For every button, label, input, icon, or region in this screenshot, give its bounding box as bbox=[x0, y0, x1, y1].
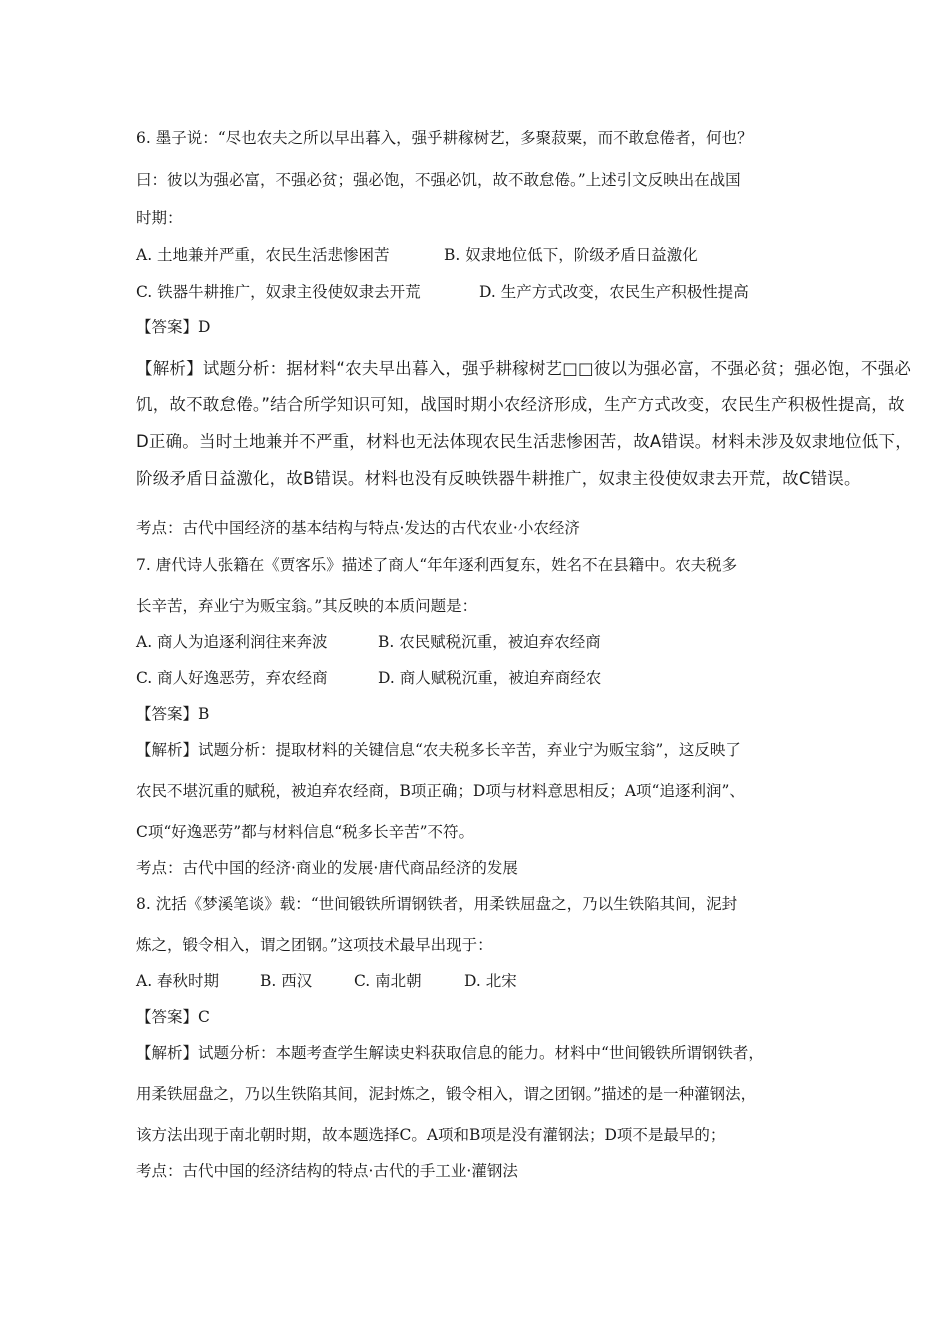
q7-option-b: B. 农民赋税沉重，被迫弃农经商 bbox=[378, 633, 601, 651]
q6-analysis-line-2: 饥，故不敢怠倦。”结合所学知识可知，战国时期小农经济形成，生产方式改变，农民生产积极性提高，故 bbox=[136, 395, 905, 414]
q7-options-row-2 bbox=[136, 668, 601, 688]
q7-kaodian: 考点：古代中国的经济·商业的发展·唐代商品经济的发展 bbox=[136, 859, 518, 877]
q7-answer: 【答案】B bbox=[136, 705, 210, 723]
q7-option-d: D. 商人赋税沉重，被迫弃商经农 bbox=[378, 669, 602, 687]
q6-option-a: A. 土地兼并严重，农民生活悲惨困苦 bbox=[136, 246, 390, 264]
q8-option-b: B. 西汉 bbox=[260, 972, 313, 990]
q6-answer: 【答案】D bbox=[136, 318, 211, 336]
q7-stem-line-1: 7. 唐代诗人张籍在《贾客乐》描述了商人“年年逐利西复东，姓名不在县籍中。农夫税多 bbox=[136, 556, 738, 574]
q7-options-row-1 bbox=[136, 632, 601, 652]
q8-options-row bbox=[136, 971, 517, 991]
q7-option-a: A. 商人为追逐利润往来奔波 bbox=[136, 633, 328, 651]
q7-analysis-line-1: 【解析】试题分析：提取材料的关键信息“农夫税多长辛苦，弃业宁为贩宝翁”，这反映了 bbox=[136, 741, 741, 759]
q6-options-row-2 bbox=[136, 282, 749, 302]
q6-analysis-line-1: 【解析】试题分析：据材料“农夫早出暮入，强乎耕稼树艺□□彼以为强必富，不强必贫；强必饱，不强必 bbox=[136, 359, 912, 378]
q8-answer: 【答案】C bbox=[136, 1008, 210, 1026]
q6-option-b: B. 奴隶地位低下，阶级矛盾日益激化 bbox=[444, 246, 698, 264]
q6-option-d: D. 生产方式改变，农民生产积极性提高 bbox=[479, 283, 749, 301]
q6-stem-line-3: 时期： bbox=[136, 209, 183, 227]
q6-analysis-line-4: 阶级矛盾日益激化，故B错误。材料也没有反映铁器牛耕推广，奴隶主役使奴隶去开荒，故C错误。 bbox=[136, 469, 861, 488]
q8-stem-line-1: 8. 沈括《梦溪笔谈》载：“世间锻铁所谓钢铁者，用柔铁屈盘之，乃以生铁陷其间，泥封 bbox=[136, 895, 738, 913]
q8-option-d: D. 北宋 bbox=[464, 972, 517, 990]
q8-analysis-line-1: 【解析】试题分析：本题考查学生解读史料获取信息的能力。材料中“世间锻铁所谓钢铁者， bbox=[136, 1044, 764, 1062]
q6-options-row-1 bbox=[136, 245, 698, 265]
q8-stem-line-2: 炼之，锻令相入，谓之团钢。”这项技术最早出现于： bbox=[136, 936, 493, 954]
q8-kaodian: 考点：古代中国的经济结构的特点·古代的手工业·灌钢法 bbox=[136, 1162, 518, 1180]
q7-stem-line-2: 长辛苦，弃业宁为贩宝翁。”其反映的本质问题是： bbox=[136, 597, 478, 615]
q7-analysis-line-3: C项“好逸恶劳”都与材料信息“税多长辛苦”不符。 bbox=[136, 823, 475, 841]
q8-analysis-line-2: 用柔铁屈盘之，乃以生铁陷其间，泥封炼之，锻令相入，谓之团钢。”描述的是一种灌钢法， bbox=[136, 1085, 757, 1103]
q8-option-c: C. 南北朝 bbox=[354, 972, 422, 990]
q6-stem-line-1: 6. 墨子说：“尽也农夫之所以早出暮入，强乎耕稼树艺，多聚菽粟，而不敢怠倦者，何也？ bbox=[136, 129, 753, 147]
q6-stem-line-2: 曰：彼以为强必富，不强必贫；强必饱，不强必饥，故不敢怠倦。”上述引文反映出在战国 bbox=[136, 171, 741, 189]
q6-analysis-line-3: D正确。当时土地兼并不严重，材料也无法体现农民生活悲惨困苦，故A错误。材料未涉及奴隶地位低下， bbox=[136, 432, 912, 451]
q6-kaodian: 考点：古代中国经济的基本结构与特点·发达的古代农业·小农经济 bbox=[136, 519, 580, 537]
q8-analysis-line-3: 该方法出现于南北朝时期，故本题选择C。A项和B项是没有灌钢法；D项不是最早的； bbox=[136, 1126, 726, 1144]
q6-option-c: C. 铁器牛耕推广，奴隶主役使奴隶去开荒 bbox=[136, 283, 421, 301]
q7-option-c: C. 商人好逸恶劳，弃农经商 bbox=[136, 669, 328, 687]
q8-option-a: A. 春秋时期 bbox=[136, 972, 220, 990]
q7-analysis-line-2: 农民不堪沉重的赋税，被迫弃农经商，B项正确；D项与材料意思相反；A项“追逐利润”、 bbox=[136, 782, 745, 800]
